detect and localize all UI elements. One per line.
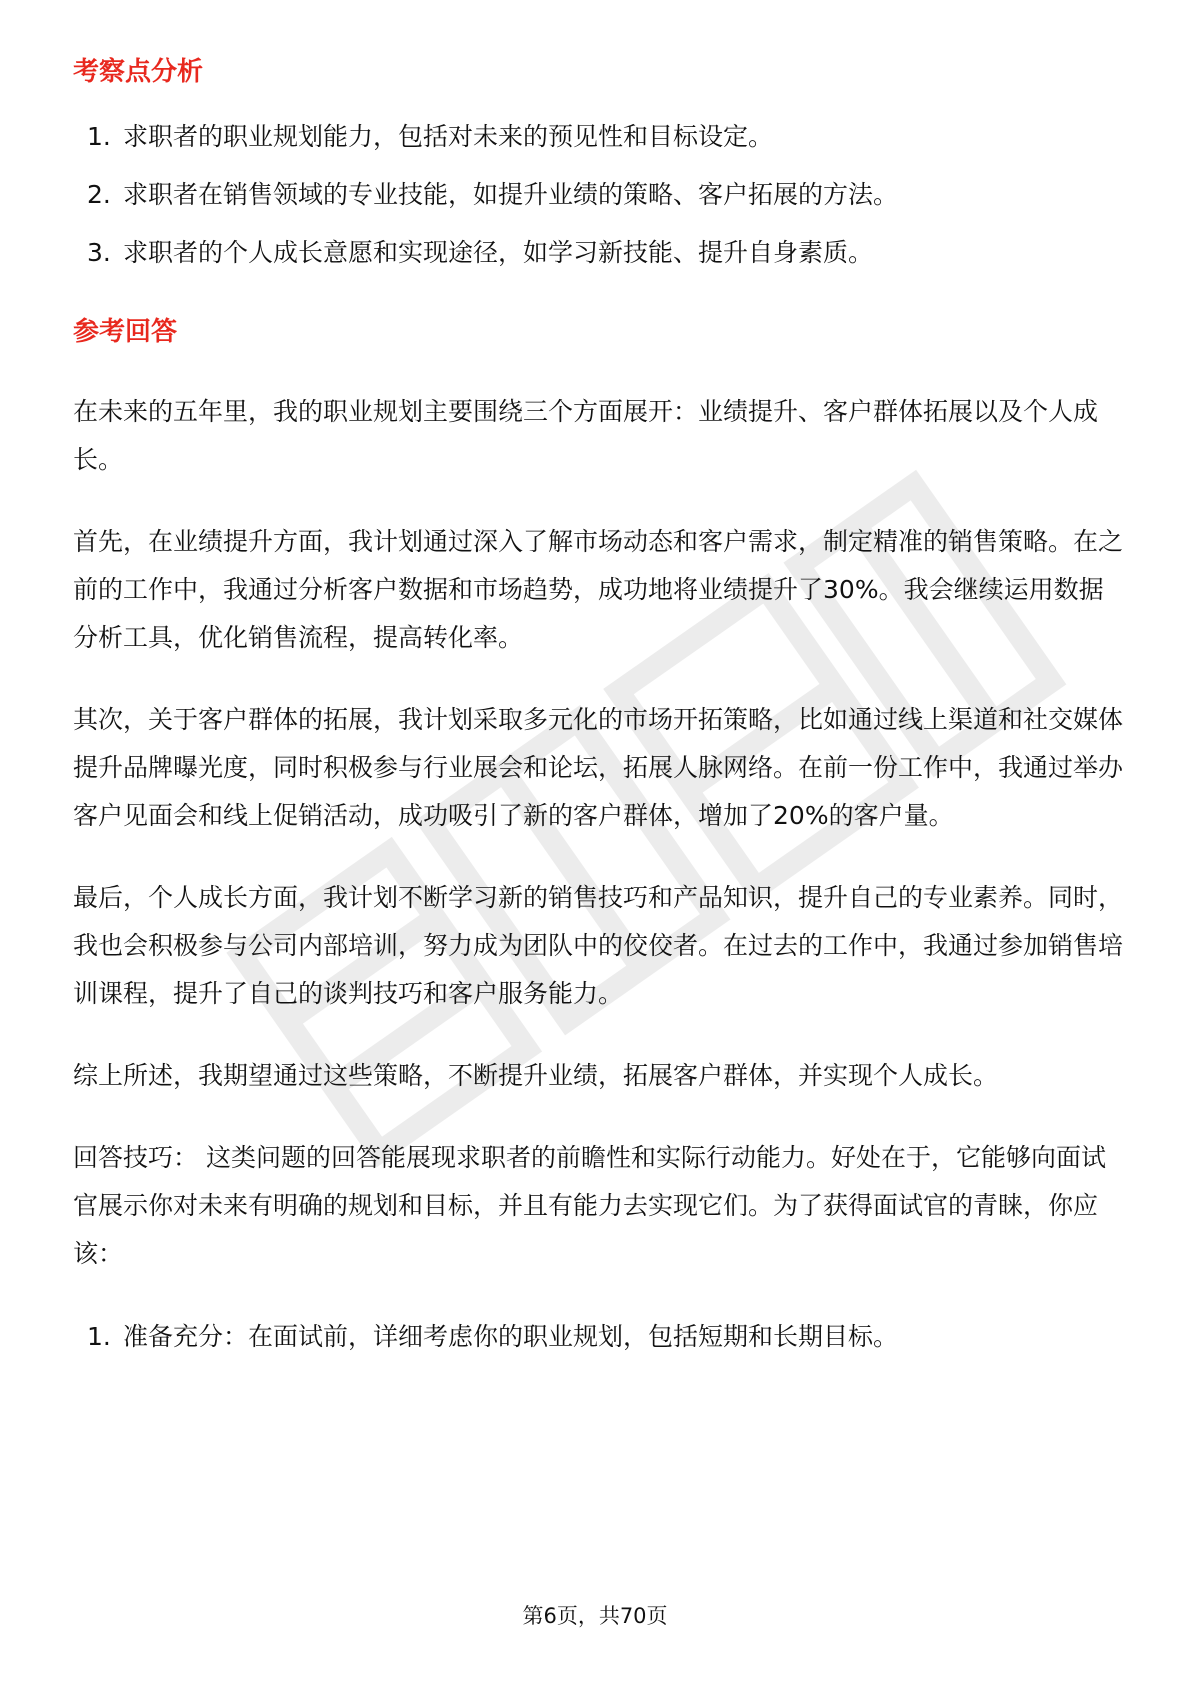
page-number: 第6页，共70页 bbox=[522, 1604, 668, 1628]
analysis-heading: 考察点分析 bbox=[73, 57, 204, 87]
analysis-list bbox=[73, 108, 1123, 282]
paragraph: 回答技巧： 这类问题的回答能展现求职者的前瞻性和实际行动能力。好处在于，它能够向面试官展示你对未来有明确的规划和目标，并且有能力去实现它们。为了获得面试官的青睐，你应该： bbox=[73, 1143, 1106, 1268]
paragraph: 首先，在业绩提升方面，我计划通过深入了解市场动态和客户需求，制定精准的销售策略。在之前的工作中，我通过分析客户数据和市场趋势，成功地将业绩提升了30%。我会继续运用数据分析工具，优化销售流程，提高转化率。 bbox=[73, 527, 1124, 652]
tips-list bbox=[73, 1308, 1123, 1366]
list-item: 1. 求职者的职业规划能力，包括对未来的预见性和目标设定。 bbox=[87, 122, 774, 151]
paragraph: 最后，个人成长方面，我计划不断学习新的销售技巧和产品知识，提升自己的专业素养。同时，我也会积极参与公司内部培训，努力成为团队中的佼佼者。在过去的工作中，我通过参加销售培训课程，提升了自己的谈判技巧和客户服务能力。 bbox=[73, 883, 1124, 1008]
answer-heading: 参考回答 bbox=[73, 317, 178, 347]
document-body bbox=[73, 48, 1123, 1366]
list-item: 2. 求职者在销售领域的专业技能，如提升业绩的策略、客户拓展的方法。 bbox=[87, 180, 899, 209]
paragraph: 在未来的五年里，我的职业规划主要围绕三个方面展开：业绩提升、客户群体拓展以及个人成长。 bbox=[73, 397, 1099, 474]
paragraph: 其次，关于客户群体的拓展，我计划采取多元化的市场开拓策略，比如通过线上渠道和社交媒体提升品牌曝光度，同时积极参与行业展会和论坛，拓展人脉网络。在前一份工作中，我通过举办客户见面会和线上促销活动，成功吸引了新的客户群体，增加了20%的客户量。 bbox=[73, 705, 1124, 830]
list-item: 3. 求职者的个人成长意愿和实现途径，如学习新技能、提升自身素质。 bbox=[87, 238, 874, 267]
paragraph: 综上所述，我期望通过这些策略，不断提升业绩，拓展客户群体，并实现个人成长。 bbox=[73, 1061, 999, 1090]
list-item: 1. 准备充分：在面试前，详细考虑你的职业规划，包括短期和长期目标。 bbox=[87, 1322, 899, 1351]
